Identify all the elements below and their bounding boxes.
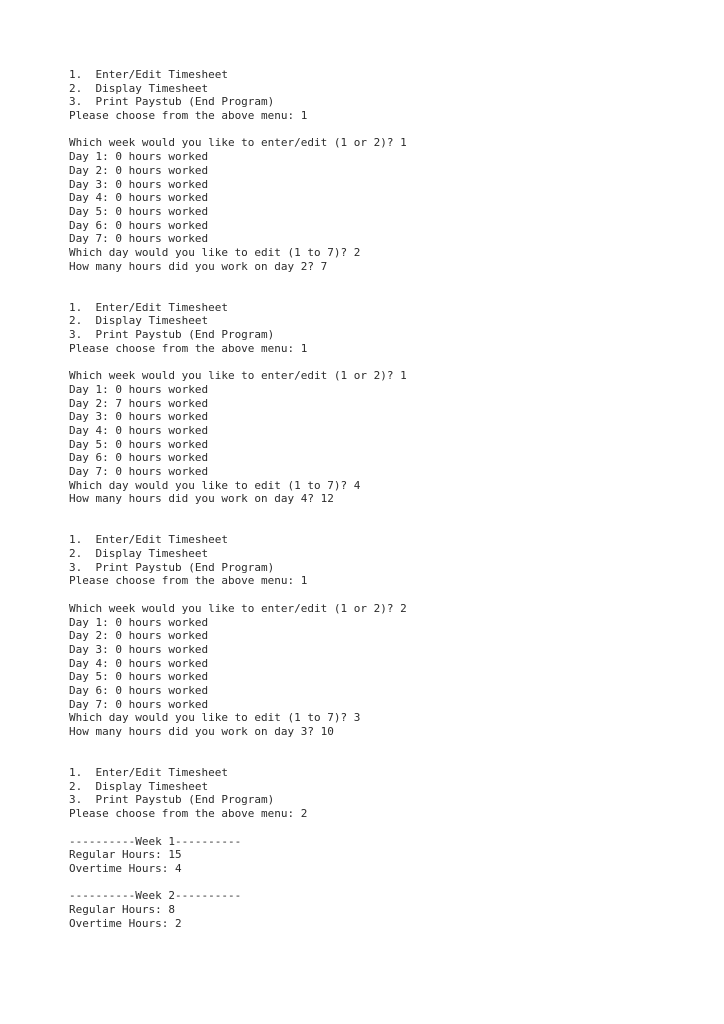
hours-prompt: How many hours did you work on day 4? 12 [69, 492, 334, 506]
menu-prompt: Please choose from the above menu: 1 [69, 109, 308, 123]
day-line: Day 2: 0 hours worked [69, 163, 209, 177]
week-2-overtime-hours: Overtime Hours: 2 [69, 916, 182, 930]
day-line: Day 1: 0 hours worked [69, 382, 209, 396]
week-2-regular-hours: Regular Hours: 8 [69, 902, 175, 916]
day-line: Day 4: 0 hours worked [69, 423, 209, 437]
menu-item: 3. Print Paystub (End Program) [69, 95, 275, 109]
blank-line [69, 506, 407, 533]
hours-prompt: How many hours did you work on day 3? 10 [69, 725, 334, 739]
blank-line [69, 588, 407, 602]
menu-prompt: Please choose from the above menu: 1 [69, 574, 308, 588]
day-line: Day 7: 0 hours worked [69, 232, 209, 246]
week-prompt: Which week would you like to enter/edit (1 or 2)? 1 [69, 136, 407, 150]
session-block-2 [69, 301, 407, 506]
blank-line [69, 273, 407, 300]
day-line: Day 1: 0 hours worked [69, 615, 209, 629]
week-1-header: ----------Week 1---------- [69, 834, 242, 848]
day-line: Day 3: 0 hours worked [69, 177, 209, 191]
menu-item: 1. Enter/Edit Timesheet [69, 68, 228, 81]
console-output [69, 68, 407, 930]
menu-item: 2. Display Timesheet [69, 81, 209, 95]
week-prompt: Which week would you like to enter/edit (1 or 2)? 1 [69, 369, 407, 383]
blank-line [69, 876, 407, 890]
day-line: Day 6: 0 hours worked [69, 683, 209, 697]
menu-prompt: Please choose from the above menu: 2 [69, 807, 308, 821]
blank-line [69, 355, 407, 369]
day-line: Day 6: 0 hours worked [69, 218, 209, 232]
day-line: Day 1: 0 hours worked [69, 150, 209, 164]
day-line: Day 4: 0 hours worked [69, 656, 209, 670]
blank-line [69, 739, 407, 766]
week-prompt: Which week would you like to enter/edit (1 or 2)? 2 [69, 601, 407, 615]
menu-item: 3. Print Paystub (End Program) [69, 560, 275, 574]
week-1-overtime-hours: Overtime Hours: 4 [69, 861, 182, 875]
day-line: Day 3: 0 hours worked [69, 410, 209, 424]
menu-item: 2. Display Timesheet [69, 779, 209, 793]
day-prompt: Which day would you like to edit (1 to 7)? 4 [69, 478, 361, 492]
day-line: Day 7: 0 hours worked [69, 697, 209, 711]
week-1-regular-hours: Regular Hours: 15 [69, 848, 182, 862]
menu-item: 1. Enter/Edit Timesheet [69, 300, 228, 314]
menu-prompt: Please choose from the above menu: 1 [69, 341, 308, 355]
session-block-1 [69, 68, 407, 273]
blank-line [69, 821, 407, 835]
week-2-header: ----------Week 2---------- [69, 889, 242, 903]
menu-item: 1. Enter/Edit Timesheet [69, 766, 228, 780]
day-line: Day 4: 0 hours worked [69, 191, 209, 205]
menu-item: 2. Display Timesheet [69, 547, 209, 561]
menu-item: 2. Display Timesheet [69, 314, 209, 328]
hours-prompt: How many hours did you work on day 2? 7 [69, 259, 328, 273]
day-line: Day 5: 0 hours worked [69, 670, 209, 684]
day-line: Day 5: 0 hours worked [69, 204, 209, 218]
menu-item: 3. Print Paystub (End Program) [69, 793, 275, 807]
day-line: Day 2: 7 hours worked [69, 396, 209, 410]
blank-line [69, 123, 407, 137]
session-block-3 [69, 533, 407, 738]
menu-item: 3. Print Paystub (End Program) [69, 328, 275, 342]
day-line: Day 5: 0 hours worked [69, 437, 209, 451]
day-line: Day 6: 0 hours worked [69, 451, 209, 465]
menu-item: 1. Enter/Edit Timesheet [69, 533, 228, 547]
day-line: Day 3: 0 hours worked [69, 642, 209, 656]
session-block-4 [69, 766, 407, 930]
day-prompt: Which day would you like to edit (1 to 7)? 3 [69, 711, 361, 725]
day-prompt: Which day would you like to edit (1 to 7)? 2 [69, 245, 361, 259]
day-line: Day 2: 0 hours worked [69, 629, 209, 643]
day-line: Day 7: 0 hours worked [69, 464, 209, 478]
